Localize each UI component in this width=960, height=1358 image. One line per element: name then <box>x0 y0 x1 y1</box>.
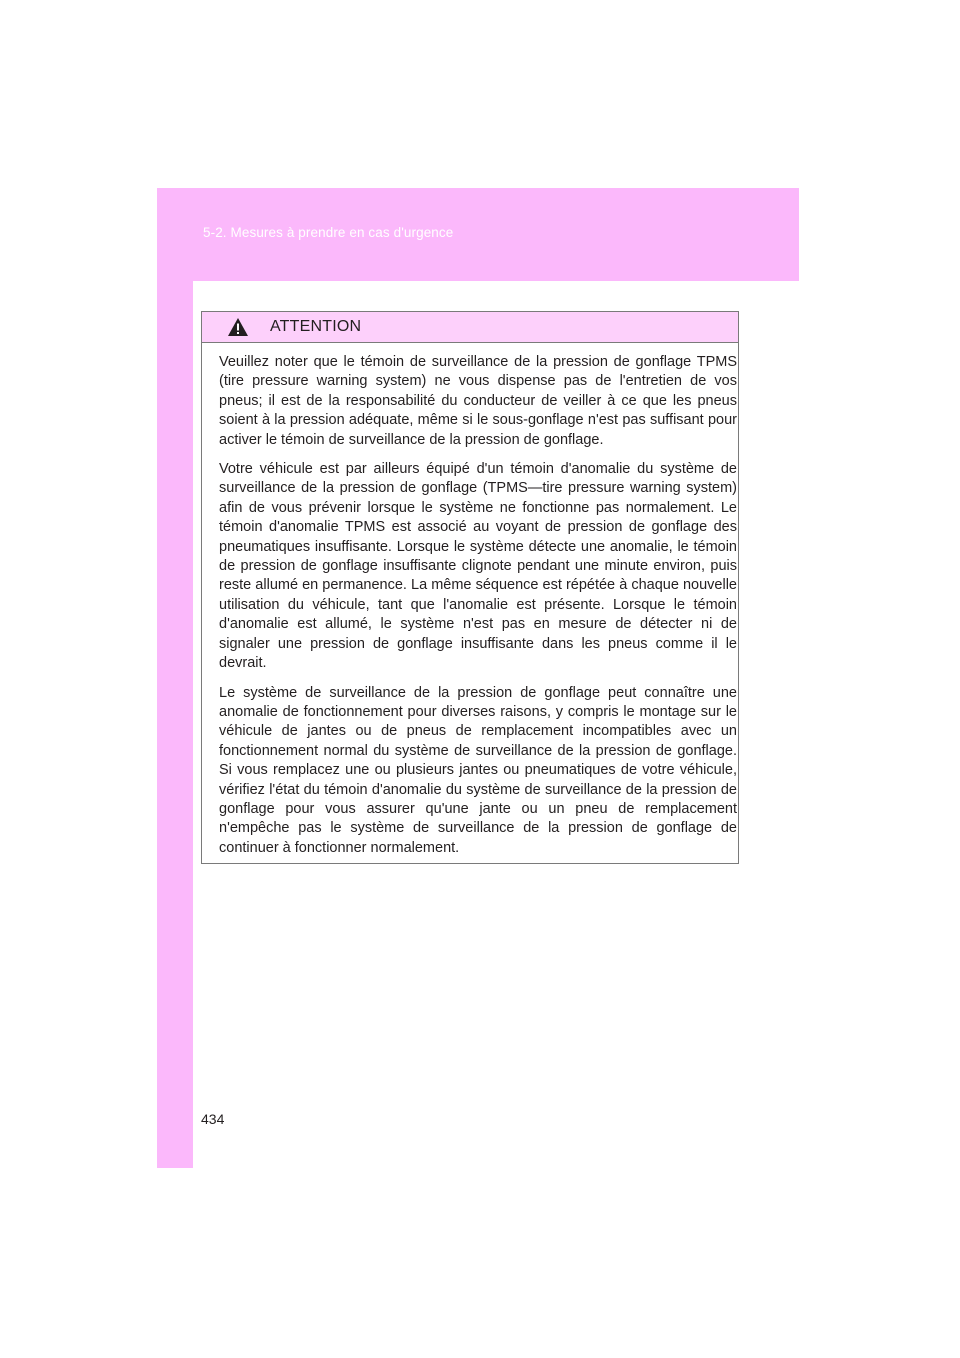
attention-body <box>219 353 737 868</box>
attention-paragraph-3: Le système de surveillance de la pression de gonflage peut connaître une anomalie de fonctionnement pour diverses raisons, y compris le montage sur le véhicule de jantes ou de pneus de remplacement incompatibles avec un fonctionnement normal du système de surveillance de la pression de gonflage. Si vous remplacez une ou plusieurs jantes ou pneumatiques de votre véhicule, vérifiez l'état du témoin d'anomalie du système de surveillance de la pression de gonflage pour vous assurer qu'une jante ou un pneu de remplacement n'empêche pas le système de surveillance de la pression de gonflage de continuer à fonctionner normalement. <box>219 684 737 856</box>
attention-box <box>201 311 739 864</box>
page-number: 434 <box>201 1111 225 1127</box>
attention-paragraph-2: Votre véhicule est par ailleurs équipé d'un témoin d'anomalie du système de surveillance de la pression de gonflage (TPMS—tire pressure warning system) afin de vous prévenir lorsque le système ne fonctionne pas normalement. Le témoin d'anomalie TPMS est associé au voyant de pression de gonflage des pneumatiques insuffisante. Lorsque le système détecte une anomalie, le témoin de pression de gonflage insuffisante clignote pendant une minute environ, puis reste allumé en permanence. La même séquence est répétée à chaque nouvelle utilisation du véhicule, tant que l'anomalie est présente. Lorsque le témoin d'anomalie est allumé, le système n'est pas en mesure de détecter ni de signaler une pression de gonflage insuffisante dans les pneus comme il le devrait. <box>219 461 737 672</box>
warning-triangle-icon <box>227 317 249 337</box>
attention-paragraph-1: Veuillez noter que le témoin de surveillance de la pression de gonflage TPMS (tire pressure warning system) ne vous dispense pas de l'entretien de vos pneus; il est de la responsabilité du conducteur de veiller à ce que les pneus soient à la pression adéquate, même si le sous-gonflage n'est pas suffisant pour activer le témoin de surveillance de la pression de gonflage. <box>219 354 737 448</box>
section-title: 5-2. Mesures à prendre en cas d'urgence <box>203 225 454 240</box>
attention-title: ATTENTION <box>270 318 362 335</box>
left-margin-band <box>157 188 193 1168</box>
attention-header <box>202 312 738 343</box>
